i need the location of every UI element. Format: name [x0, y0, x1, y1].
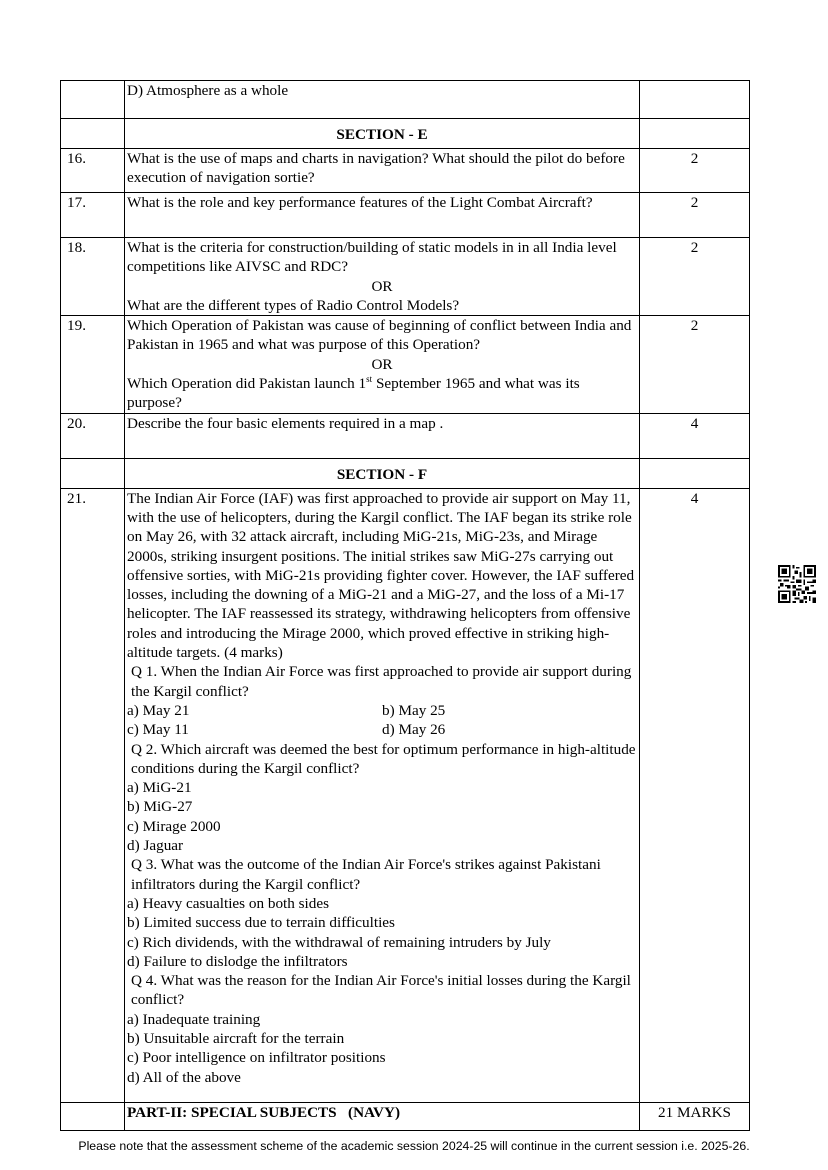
question-18	[61, 238, 750, 316]
question-marks: 2	[640, 193, 750, 238]
question-part-1: What is the criteria for construction/building of static models in in all India level competitions like AIVSC and RDC?	[127, 239, 617, 276]
sub-question-1: Q 1. When the Indian Air Force was first approached to provide air support during the Kargil conflict?	[131, 663, 632, 700]
part-row	[61, 1102, 750, 1130]
or-separator: OR	[371, 355, 393, 373]
option: c) Mirage 2000	[127, 817, 221, 835]
sub-question-2: Q 2. Which aircraft was deemed the best for optimum performance in high-altitude conditions during the Kargil conflict?	[131, 740, 636, 777]
question-marks: 4	[640, 413, 750, 458]
footer-note: Please note that the assessment scheme of the academic session 2024-25 will continue in the current session i.e. 2025-26.	[78, 1139, 750, 1153]
options-row	[127, 701, 637, 720]
option: b) Unsuitable aircraft for the terrain	[127, 1029, 345, 1047]
option: b) Limited success due to terrain difficulties	[127, 914, 395, 932]
option: c) May 11	[127, 721, 189, 739]
section-e-heading: SECTION - E	[125, 119, 640, 149]
question-number: 17.	[61, 193, 125, 238]
option: d) All of the above	[127, 1068, 241, 1086]
question-text: Describe the four basic elements required in a map .	[125, 413, 640, 458]
option: b) MiG-27	[127, 798, 193, 816]
question-marks: 2	[640, 316, 750, 413]
question-number: 21.	[61, 488, 125, 1102]
qr-code-icon	[778, 565, 816, 603]
option: a) Inadequate training	[127, 1010, 261, 1028]
question-marks: 2	[640, 238, 750, 316]
question-part-2: Which Operation did Pakistan launch 1st September 1965 and what was its purpose?	[127, 374, 580, 412]
question-number: 18.	[61, 238, 125, 316]
section-row	[61, 458, 750, 488]
question-number: 20.	[61, 413, 125, 458]
or-separator: OR	[371, 277, 393, 295]
section-row	[61, 119, 750, 149]
option: a) MiG-21	[127, 779, 192, 797]
question-20	[61, 413, 750, 458]
question-17	[61, 193, 750, 238]
part-ii-heading: PART-II: SPECIAL SUBJECTS (NAVY)	[125, 1102, 640, 1130]
exam-table	[60, 80, 750, 1131]
option: c) Rich dividends, with the withdrawal of remaining intruders by July	[127, 933, 551, 951]
sub-question-3: Q 3. What was the outcome of the Indian Air Force's strikes against Pakistani infiltrators during the Kargil conflict?	[131, 856, 601, 893]
option: c) Poor intelligence on infiltrator positions	[127, 1049, 386, 1067]
answer-option: D) Atmosphere as a whole	[125, 81, 640, 119]
question-text: What is the role and key performance features of the Light Combat Aircraft?	[125, 193, 640, 238]
question-part-1: Which Operation of Pakistan was cause of beginning of conflict between India and Pakistan in 1965 and what was purpose of this Operation?	[127, 317, 632, 354]
table-row	[61, 81, 750, 119]
question-text: What is the use of maps and charts in navigation? What should the pilot do before execution of navigation sortie?	[125, 149, 640, 193]
option: a) May 21	[127, 701, 190, 719]
option: d) Failure to dislodge the infiltrators	[127, 952, 348, 970]
question-part-2: What are the different types of Radio Control Models?	[127, 296, 460, 314]
question-number: 16.	[61, 149, 125, 193]
option: d) May 26	[382, 721, 446, 739]
question-text	[125, 238, 640, 316]
option: a) Heavy casualties on both sides	[127, 894, 330, 912]
question-number: 19.	[61, 316, 125, 413]
section-f-heading: SECTION - F	[125, 458, 640, 488]
question-marks: 2	[640, 149, 750, 193]
option: b) May 25	[382, 701, 446, 719]
sub-question-4: Q 4. What was the reason for the Indian Air Force's initial losses during the Kargil conflict?	[131, 972, 631, 1009]
part-marks: 21 MARKS	[640, 1102, 750, 1130]
question-16	[61, 149, 750, 193]
option: d) Jaguar	[127, 837, 184, 855]
question-marks: 4	[640, 488, 750, 1102]
question-21	[61, 488, 750, 1102]
options-row	[127, 720, 637, 739]
case-study	[125, 488, 640, 1102]
question-19	[61, 316, 750, 413]
question-text	[125, 316, 640, 413]
passage: The Indian Air Force (IAF) was first approached to provide air support on May 11, with the use of helicopters, during the Kargil conflict. The IAF began its strike role on May 26, with 32 attack aircraft, including MiG-21s, MiG-23s, and Mirage 2000s, striking insurgent positions. The initial strikes saw MiG-27s carrying out offensive sorties, with MiG-21s providing fighter cover. However, the IAF suffered losses, including the downing of a MiG-21 and a MiG-27, and the loss of a Mi-17 helicopter. The IAF reassessed its strategy, withdrawing helicopters from offensive roles and introducing the Mirage 2000, which proved effective in striking high-altitude targets. (4 marks)	[127, 489, 635, 662]
